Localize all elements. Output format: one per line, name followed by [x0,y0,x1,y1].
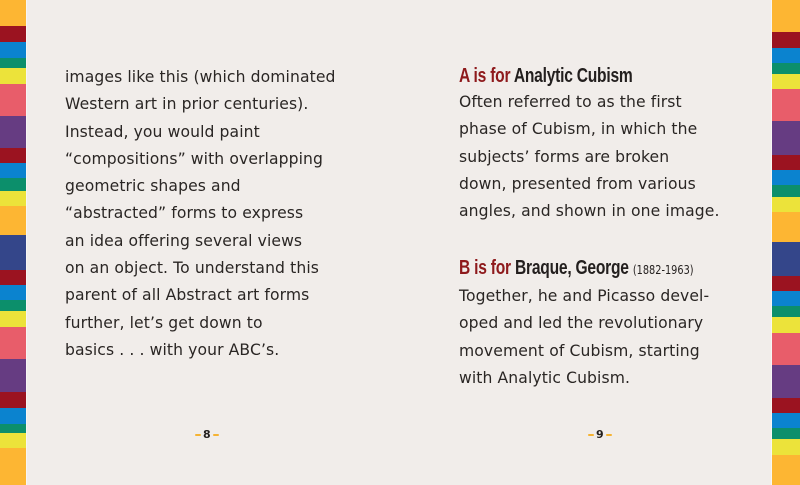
entry-term: Braque, George [514,257,633,279]
entry-body [459,283,760,392]
page-number: 8 [203,428,211,441]
folio-dash-icon [213,434,219,436]
text-line: geometric shapes and [65,177,241,196]
entry-heading [459,254,694,284]
page-number-left [195,428,219,441]
glossary-entry-a [459,62,720,225]
entry-letter-lead: B is for [459,257,515,279]
text-line: “compositions” with overlapping [65,149,324,168]
text-line: Instead, you would paint [65,122,260,141]
text-line: further, let’s get down to [65,313,263,332]
page-number: 9 [596,428,604,441]
text-line: Western art in prior centuries). [65,95,309,114]
entry-heading [459,62,662,90]
folio-dash-icon [588,434,594,436]
left-stripe-border [0,0,26,485]
text-line: parent of all Abstract art forms [65,286,310,305]
page-number-right [588,428,612,441]
left-page-edge [26,0,27,485]
left-page-body [65,64,336,364]
entry-term: Analytic Cubism [513,65,633,87]
text-line: Often referred to as the first [459,93,682,111]
folio-dash-icon [606,434,612,436]
text-line: on an object. To understand this [65,259,319,278]
folio-dash-icon [195,434,201,436]
text-line: angles, and shown in one image. [459,202,720,221]
entry-letter-lead: A is for [459,65,514,87]
text-line: images like this (which dominated [65,68,336,86]
text-line: phase of Cubism, in which the [459,120,698,139]
right-page-edge [771,0,772,485]
text-line: with Analytic Cubism. [459,368,631,387]
text-line: Together, he and Picasso devel- [459,287,710,305]
text-line: subjects’ forms are broken [459,147,670,166]
text-line: basics . . . with your ABC’s. [65,340,280,359]
text-line: “abstracted” forms to express [65,204,304,223]
text-line: oped and led the revolutionary [459,314,704,333]
text-line: an idea offering several views [65,231,303,250]
text-line: down, presented from various [459,174,696,193]
glossary-entry-b [459,254,760,392]
entry-body [459,89,720,225]
text-line: movement of Cubism, starting [459,341,700,360]
right-stripe-border [772,0,800,485]
entry-dates: (1882-1963) [632,262,694,277]
